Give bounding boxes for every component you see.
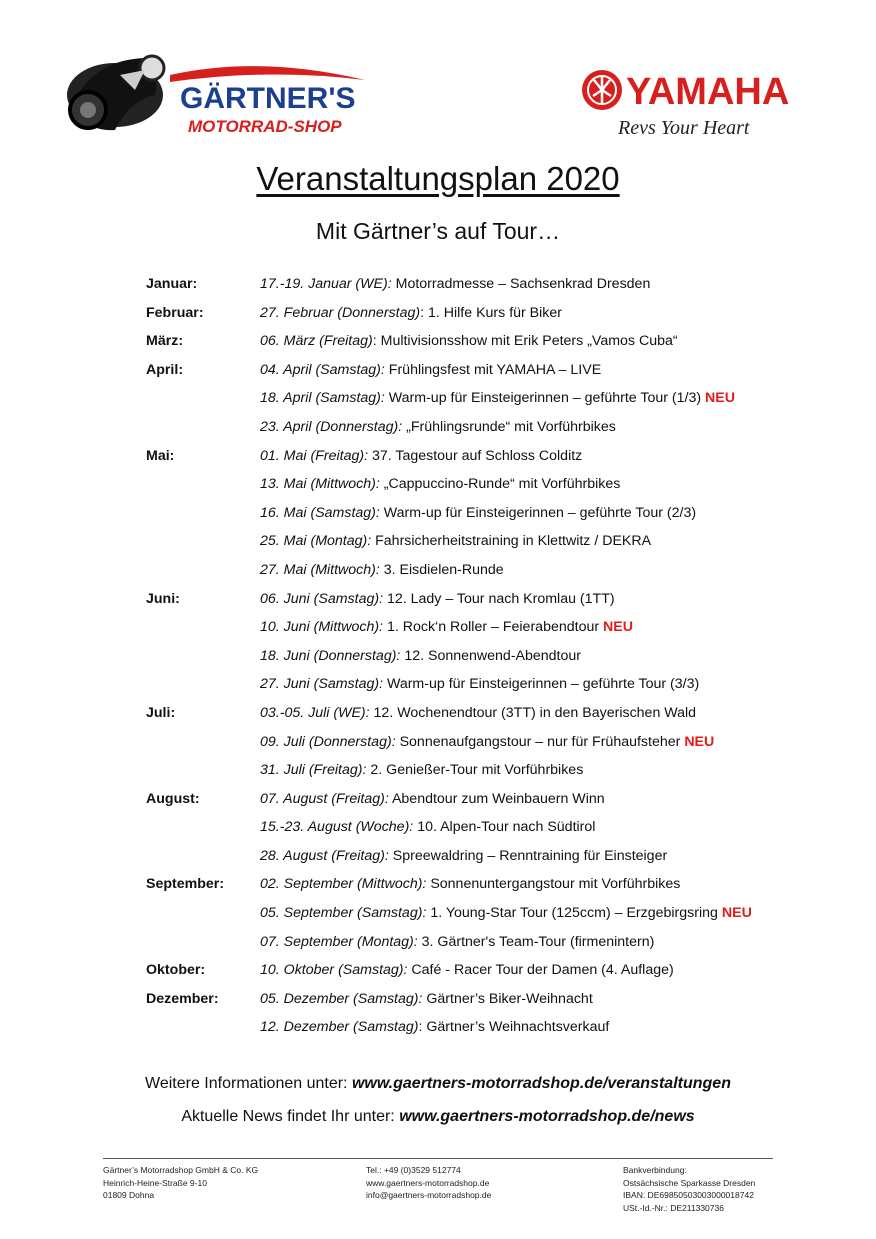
footer-bank — [623, 1164, 755, 1214]
new-badge: NEU — [721, 905, 752, 922]
event-entry — [260, 384, 735, 413]
event-month: Juni: — [146, 590, 180, 607]
event-date: 12. Dezember (Samstag) — [260, 1019, 419, 1036]
event-entry — [260, 728, 714, 757]
footer-website-link[interactable]: www.gaertners-motorradshop.de — [366, 1177, 490, 1188]
event-title: Warm-up für Einsteigerinnen – geführte Tour (2/3) — [379, 504, 697, 521]
info-line-events — [0, 1075, 876, 1093]
event-title: Warm-up für Einsteigerinnen – geführte Tour (3/3) — [383, 676, 700, 693]
event-month: Mai: — [146, 447, 175, 464]
event-entry — [260, 585, 615, 614]
event-entry — [260, 470, 620, 499]
footer-line: Heinrich-Heine-Straße 9-10 — [103, 1177, 207, 1188]
footer-line: Gärtner’s Motorradshop GmbH & Co. KG — [103, 1165, 259, 1175]
footer-line: Bankverbindung: — [623, 1165, 687, 1175]
event-title: 3. Gärtner's Team-Tour (firmenintern) — [417, 933, 655, 950]
event-month: März: — [146, 333, 184, 350]
event-title: Gärtner’s Biker-Weihnacht — [422, 990, 593, 1007]
footer-line: USt.-Id.-Nr.: DE211330736 — [623, 1202, 724, 1213]
motorcycle-rider-icon — [67, 56, 164, 130]
event-row — [146, 470, 846, 499]
event-month: Januar: — [146, 276, 198, 292]
event-entry — [260, 270, 650, 299]
event-entry — [260, 870, 680, 899]
event-date: 04. April (Samstag): — [260, 361, 385, 378]
footer-line: Ostsächsische Sparkasse Dresden — [623, 1177, 756, 1188]
event-row — [146, 413, 846, 442]
event-row — [146, 442, 846, 471]
event-title: 2. Genießer-Tour mit Vorführbikes — [366, 762, 584, 779]
event-month: Oktober: — [146, 962, 206, 979]
event-row — [146, 299, 846, 328]
event-title: „Cappuccino-Runde“ mit Vorführbikes — [379, 476, 621, 493]
footer-email-link[interactable]: info@gaertners-motorradshop.de — [366, 1190, 492, 1200]
event-row — [146, 499, 846, 528]
event-title: „Frühlingsrunde“ mit Vorführbikes — [402, 418, 616, 435]
event-title: : Multivisionsshow mit Erik Peters „Vamos Cuba“ — [372, 333, 678, 350]
event-title: Café - Racer Tour der Damen (4. Auflage) — [407, 962, 674, 979]
event-entry — [260, 899, 752, 928]
event-row — [146, 928, 846, 957]
event-title: 12. Sonnenwend-Abendtour — [400, 647, 582, 664]
event-entry — [260, 499, 696, 528]
event-row — [146, 842, 846, 871]
event-date: 17.-19. Januar (WE): — [260, 276, 392, 292]
event-title: 3. Eisdielen-Runde — [379, 561, 504, 578]
event-title: Sonnenuntergangstour mit Vorführbikes — [426, 876, 681, 893]
event-row — [146, 642, 846, 671]
event-date: 06. Juni (Samstag): — [260, 590, 384, 607]
event-title: Fahrsicherheitstraining in Klettwitz / DEKRA — [371, 533, 652, 550]
event-date: 16. Mai (Samstag): — [260, 504, 380, 521]
event-title: 1. Rock‘n Roller – Feierabendtour — [383, 619, 604, 636]
event-date: 23. April (Donnerstag): — [260, 418, 403, 435]
event-entry — [260, 956, 674, 985]
event-list — [146, 270, 846, 1042]
event-title: Frühlingsfest mit YAMAHA – LIVE — [384, 361, 602, 378]
event-row — [146, 1013, 846, 1042]
event-title: 10. Alpen-Tour nach Südtirol — [413, 819, 596, 836]
event-month: August: — [146, 790, 200, 807]
event-entry — [260, 327, 678, 356]
event-date: 27. Juni (Samstag): — [260, 676, 384, 693]
event-row — [146, 384, 846, 413]
event-row — [146, 613, 846, 642]
event-date: 27. Mai (Mittwoch): — [260, 561, 380, 578]
event-entry — [260, 928, 654, 957]
yamaha-wordmark: YAMAHA — [626, 71, 790, 113]
news-label: Aktuelle News findet Ihr unter: — [181, 1108, 400, 1125]
event-row — [146, 813, 846, 842]
event-title: Sonnenaufgangstour – nur für Frühaufsteher — [395, 733, 685, 750]
event-title: Spreewaldring – Renntraining für Einsteiger — [388, 847, 668, 864]
event-month: September: — [146, 876, 225, 893]
event-date: 09. Juli (Donnerstag): — [260, 733, 396, 750]
event-row — [146, 985, 846, 1014]
event-row — [146, 756, 846, 785]
event-row — [146, 556, 846, 585]
event-row — [146, 870, 846, 899]
event-entry — [260, 613, 633, 642]
yamaha-slogan: Revs Your Heart — [618, 117, 750, 139]
event-entry — [260, 756, 583, 785]
event-entry — [260, 299, 562, 328]
event-entry — [260, 442, 582, 471]
event-entry — [260, 527, 651, 556]
event-row — [146, 699, 846, 728]
event-row — [146, 327, 846, 356]
news-link[interactable]: www.gaertners-motorradshop.de/news — [399, 1108, 695, 1125]
event-row — [146, 670, 846, 699]
event-title: Abendtour zum Weinbauern Winn — [388, 790, 605, 807]
event-entry — [260, 699, 696, 728]
event-date: 03.-05. Juli (WE): — [260, 704, 370, 721]
footer-line: IBAN: DE69850503003000018742 — [623, 1190, 754, 1200]
event-entry — [260, 813, 595, 842]
event-entry — [260, 556, 504, 585]
event-entry — [260, 413, 616, 442]
event-date: 28. August (Freitag): — [260, 847, 389, 864]
event-title: Warm-up für Einsteigerinnen – geführte Tour (1/3) — [384, 390, 706, 407]
footer-line: Tel.: +49 (0)3529 512774 — [366, 1165, 461, 1175]
event-entry — [260, 670, 699, 699]
event-title: 37. Tagestour auf Schloss Colditz — [368, 447, 583, 464]
event-date: 06. März (Freitag) — [260, 333, 373, 350]
event-entry — [260, 1013, 609, 1042]
footer-contact — [366, 1164, 491, 1202]
info-label: Weitere Informationen unter: — [145, 1075, 352, 1092]
event-date: 07. September (Montag): — [260, 933, 418, 950]
event-date: 18. Juni (Donnerstag): — [260, 647, 401, 664]
event-date: 01. Mai (Freitag): — [260, 447, 369, 464]
event-title: : 1. Hilfe Kurs für Biker — [420, 304, 563, 321]
event-row — [146, 527, 846, 556]
event-month: Juli: — [146, 704, 176, 721]
event-entry — [260, 642, 581, 671]
event-title: 12. Wochenendtour (3TT) in den Bayerischen Wald — [369, 704, 697, 721]
new-badge: NEU — [705, 390, 735, 407]
event-row — [146, 956, 846, 985]
event-date: 25. Mai (Montag): — [260, 533, 372, 550]
footer-company — [103, 1164, 258, 1202]
page-subtitle: Mit Gärtner’s auf Tour… — [315, 218, 561, 244]
event-date: 27. Februar (Donnerstag) — [260, 304, 421, 321]
event-title: 1. Young-Star Tour (125ccm) – Erzgebirgsring — [426, 905, 722, 922]
event-date: 10. Oktober (Samstag): — [260, 962, 408, 979]
event-row — [146, 585, 846, 614]
footer-line: 01809 Dohna — [103, 1190, 155, 1200]
new-badge: NEU — [684, 733, 715, 750]
logo-name: GÄRTNER'S — [180, 82, 356, 115]
event-date: 05. Dezember (Samstag): — [260, 990, 423, 1007]
event-title: Motorradmesse – Sachsenkrad Dresden — [391, 276, 651, 292]
tuning-fork-emblem-icon — [582, 70, 622, 110]
yamaha-logo — [580, 62, 800, 142]
event-title: 12. Lady – Tour nach Kromlau (1TT) — [383, 590, 615, 607]
event-entry — [260, 985, 593, 1014]
event-date: 18. April (Samstag): — [260, 390, 385, 407]
swoosh-red — [170, 66, 365, 82]
event-row — [146, 356, 846, 385]
event-date: 07. August (Freitag): — [260, 790, 389, 807]
event-row — [146, 899, 846, 928]
event-entry — [260, 842, 667, 871]
event-date: 10. Juni (Mittwoch): — [260, 619, 383, 636]
event-date: 15.-23. August (Woche): — [260, 819, 414, 836]
event-entry — [260, 785, 605, 814]
event-row — [146, 728, 846, 757]
footer-divider — [103, 1158, 773, 1159]
event-date: 31. Juli (Freitag): — [260, 762, 367, 779]
page-title: Veranstaltungsplan 2020 — [256, 160, 620, 197]
event-month: April: — [146, 361, 184, 378]
event-row — [146, 785, 846, 814]
event-date: 02. September (Mittwoch): — [260, 876, 427, 893]
event-date: 13. Mai (Mittwoch): — [260, 476, 380, 493]
event-entry — [260, 356, 601, 385]
event-row — [146, 270, 846, 299]
gaertners-logo — [60, 40, 370, 140]
events-link[interactable]: www.gaertners-motorradshop.de/veranstaltungen — [351, 1075, 731, 1092]
event-date: 05. September (Samstag): — [260, 905, 427, 922]
logo-subline: MOTORRAD-SHOP — [188, 117, 342, 136]
new-badge: NEU — [603, 619, 633, 636]
event-month: Februar: — [146, 304, 204, 321]
event-title: : Gärtner’s Weihnachtsverkauf — [418, 1019, 610, 1036]
event-month: Dezember: — [146, 990, 219, 1007]
info-line-news — [0, 1108, 876, 1126]
